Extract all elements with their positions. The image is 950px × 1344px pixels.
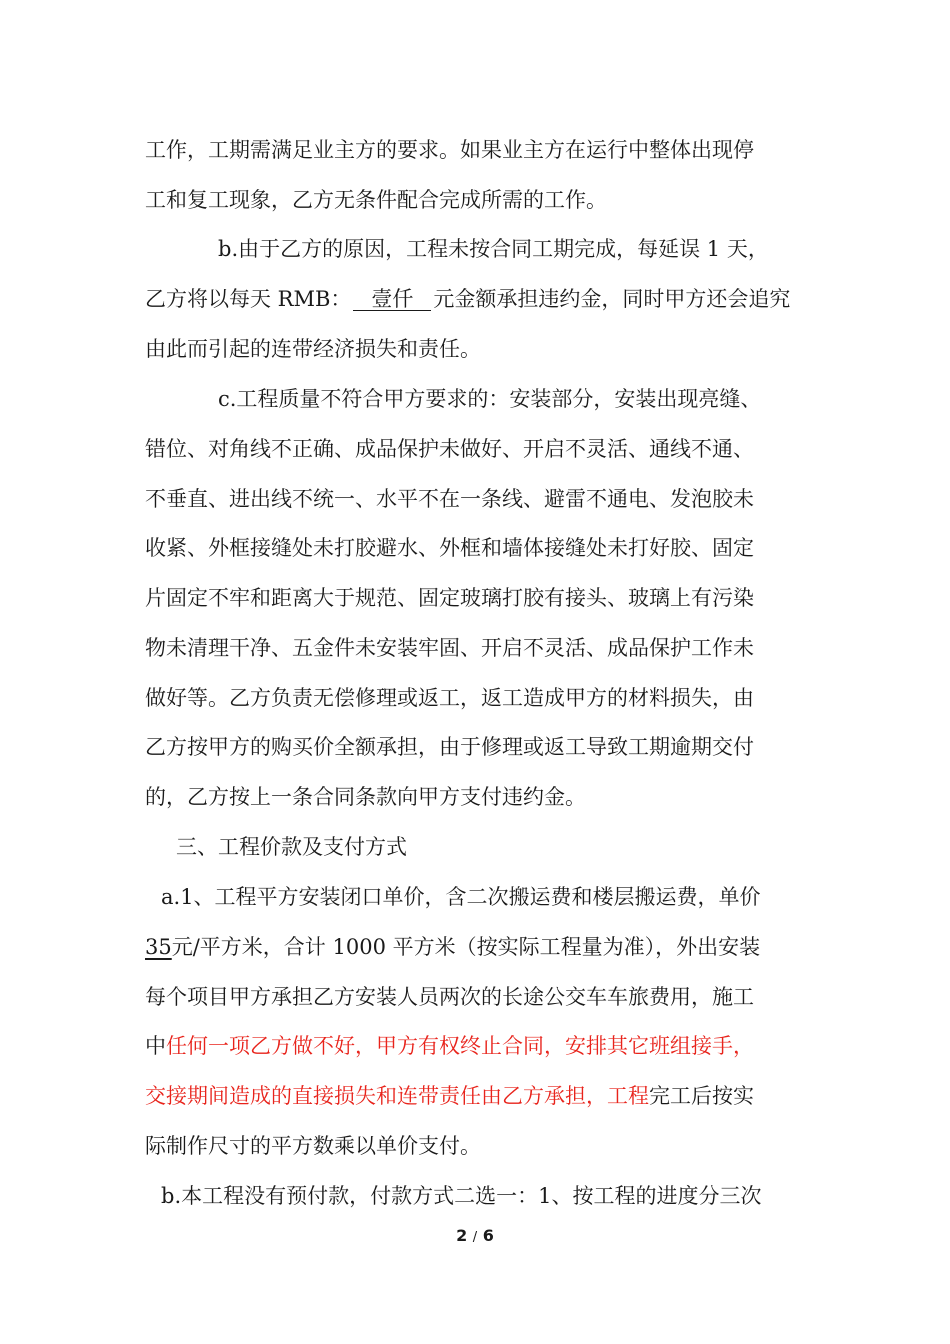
clause-a-text: 完工后按实	[649, 1084, 754, 1108]
clause-c-line: 不垂直、进出线不统一、水平不在一条线、避雷不通电、发泡胶未	[145, 487, 754, 511]
page-total: 6	[482, 1226, 494, 1245]
clause-b-line	[145, 286, 810, 312]
clause-a-line: 每个项目甲方承担乙方安装人员两次的长途公交车车旅费用，施工	[145, 985, 754, 1009]
clause-b-text: 乙方将以每天 RMB：	[145, 287, 352, 311]
penalty-amount-blank: 壹仟	[353, 288, 431, 311]
clause-c-line: 乙方按甲方的购买价全额承担，由于修理或返工导致工期逾期交付	[145, 735, 754, 759]
clause-a-line	[145, 934, 810, 960]
clause-c-line: 物未清理干净、五金件未安装牢固、开启不灵活、成品保护工作未	[145, 636, 754, 660]
clause-c-line: 的，乙方按上一条合同条款向甲方支付违约金。	[145, 785, 586, 809]
paragraph-line: 工和复工现象，乙方无条件配合完成所需的工作。	[145, 188, 607, 212]
clause-b-line: 由此而引起的连带经济损失和责任。	[145, 337, 481, 361]
clause-a-text: 元/平方米，合计 1000 平方米（按实际工程量为准），外出安装	[171, 935, 761, 959]
paragraph-line: 工作，工期需满足业主方的要求。如果业主方在运行中整体出现停	[145, 138, 754, 162]
clause-c-line: c.工程质量不符合甲方要求的：安装部分，安装出现亮缝、	[218, 387, 762, 411]
highlighted-clause-text: 任何一项乙方做不好，甲方有权终止合同，安排其它班组接手，	[166, 1034, 754, 1058]
clause-b-text: 元金额承担违约金，同时甲方还会追究	[433, 287, 791, 311]
section-heading: 三、工程价款及支付方式	[176, 835, 407, 859]
clause-c-line: 片固定不牢和距离大于规范、固定玻璃打胶有接头、玻璃上有污染	[145, 586, 754, 610]
page-current: 2	[456, 1226, 468, 1245]
clause-a-line: a.1、工程平方安装闭口单价，含二次搬运费和楼层搬运费，单价	[161, 885, 761, 909]
clause-c-line: 做好等。乙方负责无偿修理或返工，返工造成甲方的材料损失，由	[145, 686, 754, 710]
clause-c-line: 收紧、外框接缝处未打胶避水、外框和墙体接缝处未打好胶、固定	[145, 536, 754, 560]
clause-c-line: 错位、对角线不正确、成品保护未做好、开启不灵活、通线不通、	[145, 437, 754, 461]
clause-b2-line: b.本工程没有预付款，付款方式二选一：1、按工程的进度分三次	[161, 1184, 762, 1208]
page-number	[0, 1226, 950, 1245]
unit-price-value: 35	[145, 935, 172, 959]
clause-b-line: b.由于乙方的原因，工程未按合同工期完成，每延误 1 天，	[218, 237, 769, 261]
highlighted-clause-text: 交接期间造成的直接损失和连带责任由乙方承担，工程	[145, 1084, 649, 1108]
clause-a-text: 中	[145, 1034, 166, 1058]
clause-a-line	[145, 1033, 810, 1059]
clause-a-line: 际制作尺寸的平方数乘以单价支付。	[145, 1134, 481, 1158]
page-separator: /	[472, 1230, 478, 1245]
clause-a-line	[145, 1083, 810, 1109]
